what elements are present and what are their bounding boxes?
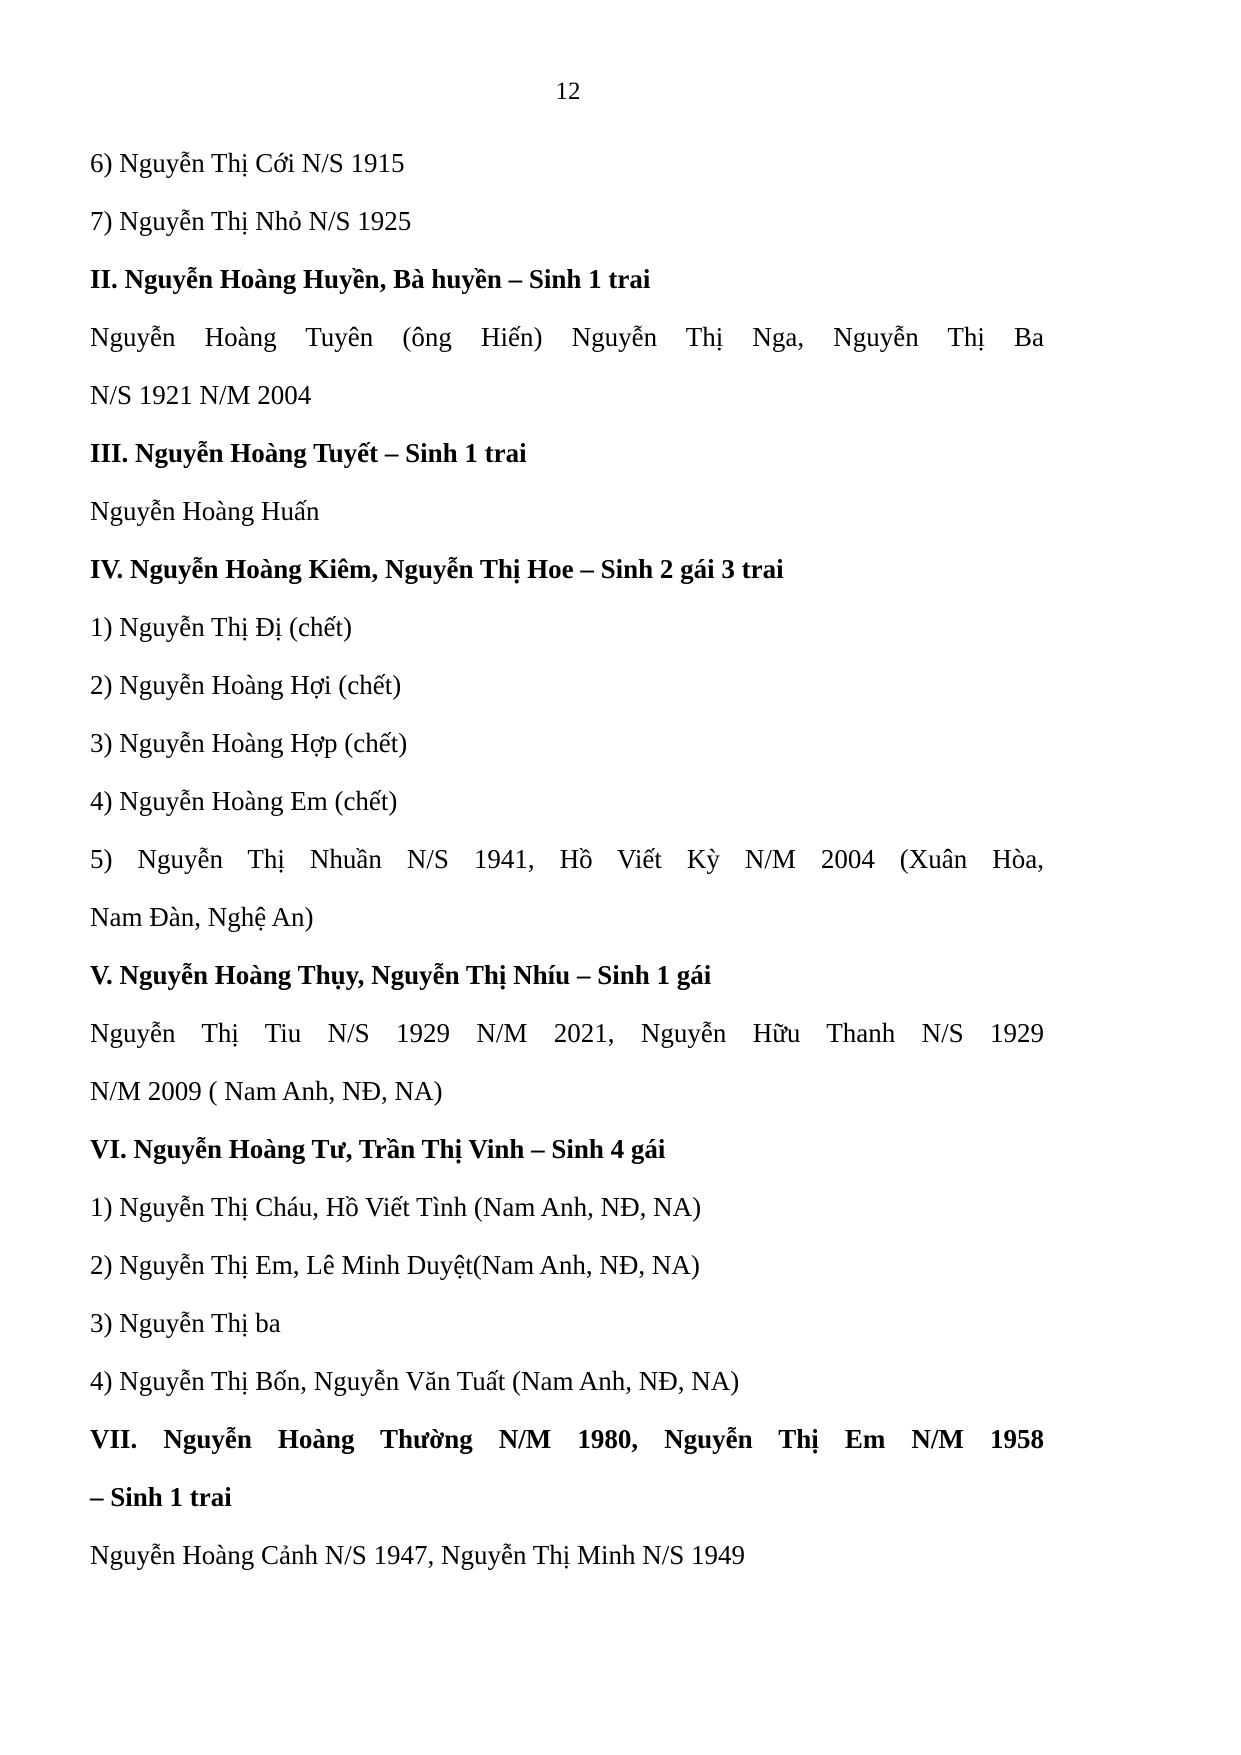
text-line: 2) Nguyễn Thị Em, Lê Minh Duyệt(Nam Anh, NĐ, NA) [90, 1250, 700, 1280]
text-line: 5) Nguyễn Thị Nhuần N/S 1941, Hồ Viết Kỳ N/M 2004 (Xuân Hòa, [90, 844, 1044, 874]
text-line: 4) Nguyễn Hoàng Em (chết) [90, 786, 398, 816]
text-line: 4) Nguyễn Thị Bốn, Nguyễn Văn Tuất (Nam Anh, NĐ, NA) [90, 1366, 740, 1396]
document-body [90, 134, 1044, 1584]
text-line: Nguyễn Thị Tiu N/S 1929 N/M 2021, Nguyễn Hữu Thanh N/S 1929 [90, 1018, 1044, 1048]
section-heading: V. Nguyễn Hoàng Thụy, Nguyễn Thị Nhíu – Sinh 1 gái [90, 960, 712, 990]
section-heading: III. Nguyễn Hoàng Tuyết – Sinh 1 trai [90, 438, 527, 468]
section-heading: IV. Nguyễn Hoàng Kiêm, Nguyễn Thị Hoe – Sinh 2 gái 3 trai [90, 554, 784, 584]
text-line: 1) Nguyễn Thị Đị (chết) [90, 612, 352, 642]
text-line: Nguyễn Hoàng Tuyên (ông Hiến) Nguyễn Thị Nga, Nguyễn Thị Ba [90, 322, 1044, 352]
section-heading: VII. Nguyễn Hoàng Thường N/M 1980, Nguyễn Thị Em N/M 1958 [90, 1424, 1044, 1454]
text-line: 6) Nguyễn Thị Cới N/S 1915 [90, 148, 405, 178]
text-line: 2) Nguyễn Hoàng Hợi (chết) [90, 670, 402, 700]
section-heading: VI. Nguyễn Hoàng Tư, Trần Thị Vinh – Sinh 4 gái [90, 1134, 666, 1164]
section-heading: – Sinh 1 trai [90, 1482, 232, 1512]
text-line: Nguyễn Hoàng Huấn [90, 496, 320, 526]
text-line: 1) Nguyễn Thị Cháu, Hồ Viết Tình (Nam Anh, NĐ, NA) [90, 1192, 702, 1222]
text-line: N/M 2009 ( Nam Anh, NĐ, NA) [90, 1076, 443, 1106]
text-line: 7) Nguyễn Thị Nhỏ N/S 1925 [90, 206, 412, 236]
text-line: N/S 1921 N/M 2004 [90, 380, 312, 410]
section-heading: II. Nguyễn Hoàng Huyền, Bà huyền – Sinh 1 trai [90, 264, 651, 294]
text-line: 3) Nguyễn Thị ba [90, 1308, 281, 1338]
text-line: Nguyễn Hoàng Cảnh N/S 1947, Nguyễn Thị Minh N/S 1949 [90, 1540, 745, 1570]
page-number: 12 [555, 78, 581, 105]
text-line: 3) Nguyễn Hoàng Hợp (chết) [90, 728, 408, 758]
text-line: Nam Đàn, Nghệ An) [90, 902, 314, 932]
